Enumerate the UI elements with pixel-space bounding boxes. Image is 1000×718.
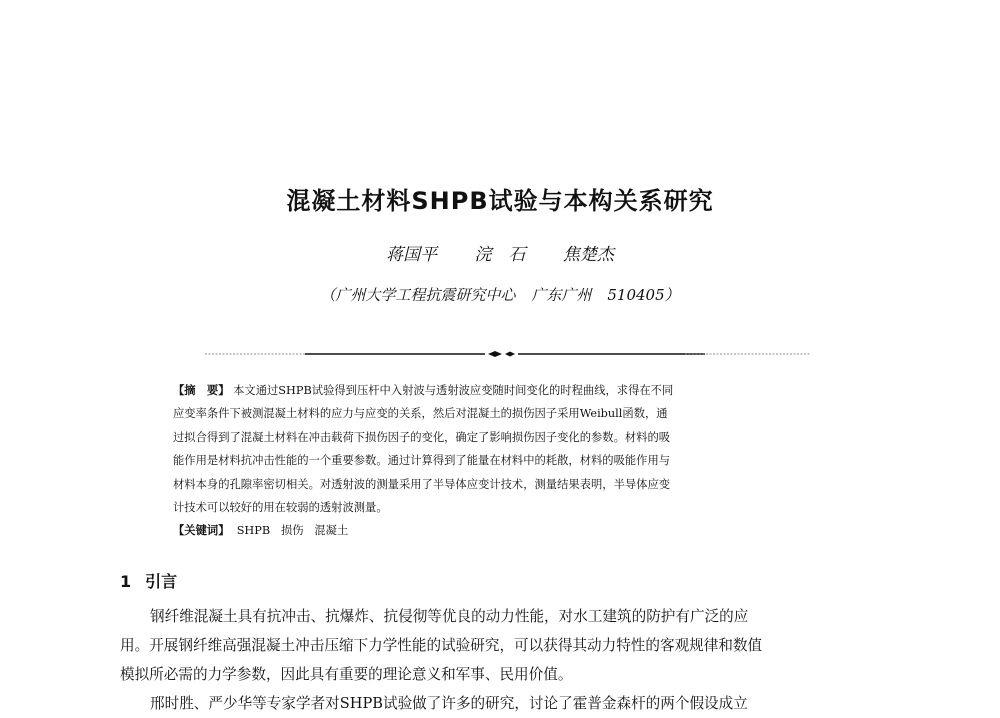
section-title: 引言 — [145, 572, 178, 591]
section-number: 1 — [120, 572, 132, 591]
body-line: 用。开展钢纤维高强混凝土冲击压缩下力学性能的试验研究，可以获得其动力特性的客观规律和数值 — [120, 637, 763, 654]
abstract-line: 计技术可以较好的用在较弱的透射波测量。 — [173, 500, 388, 514]
abstract — [173, 379, 838, 543]
affiliation-postcode: 510405） — [607, 286, 680, 304]
keyword: 损伤 — [280, 524, 304, 538]
abstract-line — [173, 379, 838, 402]
affiliation-city: 广东广州 — [531, 286, 592, 304]
keyword: 混凝土 — [314, 524, 349, 538]
ornament-divider — [205, 351, 810, 357]
author-name: 浣 石 — [474, 245, 526, 265]
section-body — [120, 602, 890, 718]
body-line: 邢时胜、严少华等专家学者对SHPB试验做了许多的研究，讨论了霍普金森杆的两个假设成立 — [150, 695, 748, 712]
abstract-text: 本文通过SHPB试验得到压杆中入射波与透射波应变随时间变化的时程曲线，求得在不同 — [233, 384, 674, 397]
abstract-line: 能作用是材料抗冲击性能的一个重要参数。通过计算得到了能量在材料中的耗散，材料的吸能作用与 — [173, 454, 671, 468]
keywords-label: 【关键词】 — [173, 524, 230, 538]
affiliation — [0, 284, 1000, 305]
author-name: 焦楚杰 — [562, 245, 614, 265]
body-line: 钢纤维混凝土具有抗冲击、抗爆炸、抗侵彻等优良的动力性能，对水工建筑的防护有广泛的应 — [150, 608, 749, 625]
divider-diamond-icon — [505, 352, 515, 357]
abstract-line: 过拟合得到了混凝土材料在冲击载荷下损伤因子的变化，确定了影响损伤因子变化的参数。材料的吸 — [173, 430, 671, 444]
author-name: 蒋国平 — [386, 245, 438, 265]
abstract-line: 材料本身的孔隙率密切相关。对透射波的测量采用了半导体应变计技术，测量结果表明，半导体应变 — [173, 477, 671, 491]
section-heading — [120, 569, 177, 592]
keywords-line — [173, 519, 838, 542]
affiliation-institution: （广州大学工程抗震研究中心 — [320, 286, 516, 304]
abstract-label: 【摘 要】 — [173, 384, 230, 397]
abstract-line: 应变率条件下被测混凝土材料的应力与应变的关系，然后对混凝土的损伤因子采用Weibull函数，通 — [173, 407, 668, 421]
body-line: 模拟所必需的力学参数，因此具有重要的理论意义和军事、民用价值。 — [120, 666, 573, 683]
divider-diamond-icon — [488, 351, 502, 357]
paper-title: 混凝土材料SHPB试验与本构关系研究 — [286, 187, 714, 215]
author-list — [0, 240, 1000, 265]
keyword: SHPB — [236, 524, 271, 538]
